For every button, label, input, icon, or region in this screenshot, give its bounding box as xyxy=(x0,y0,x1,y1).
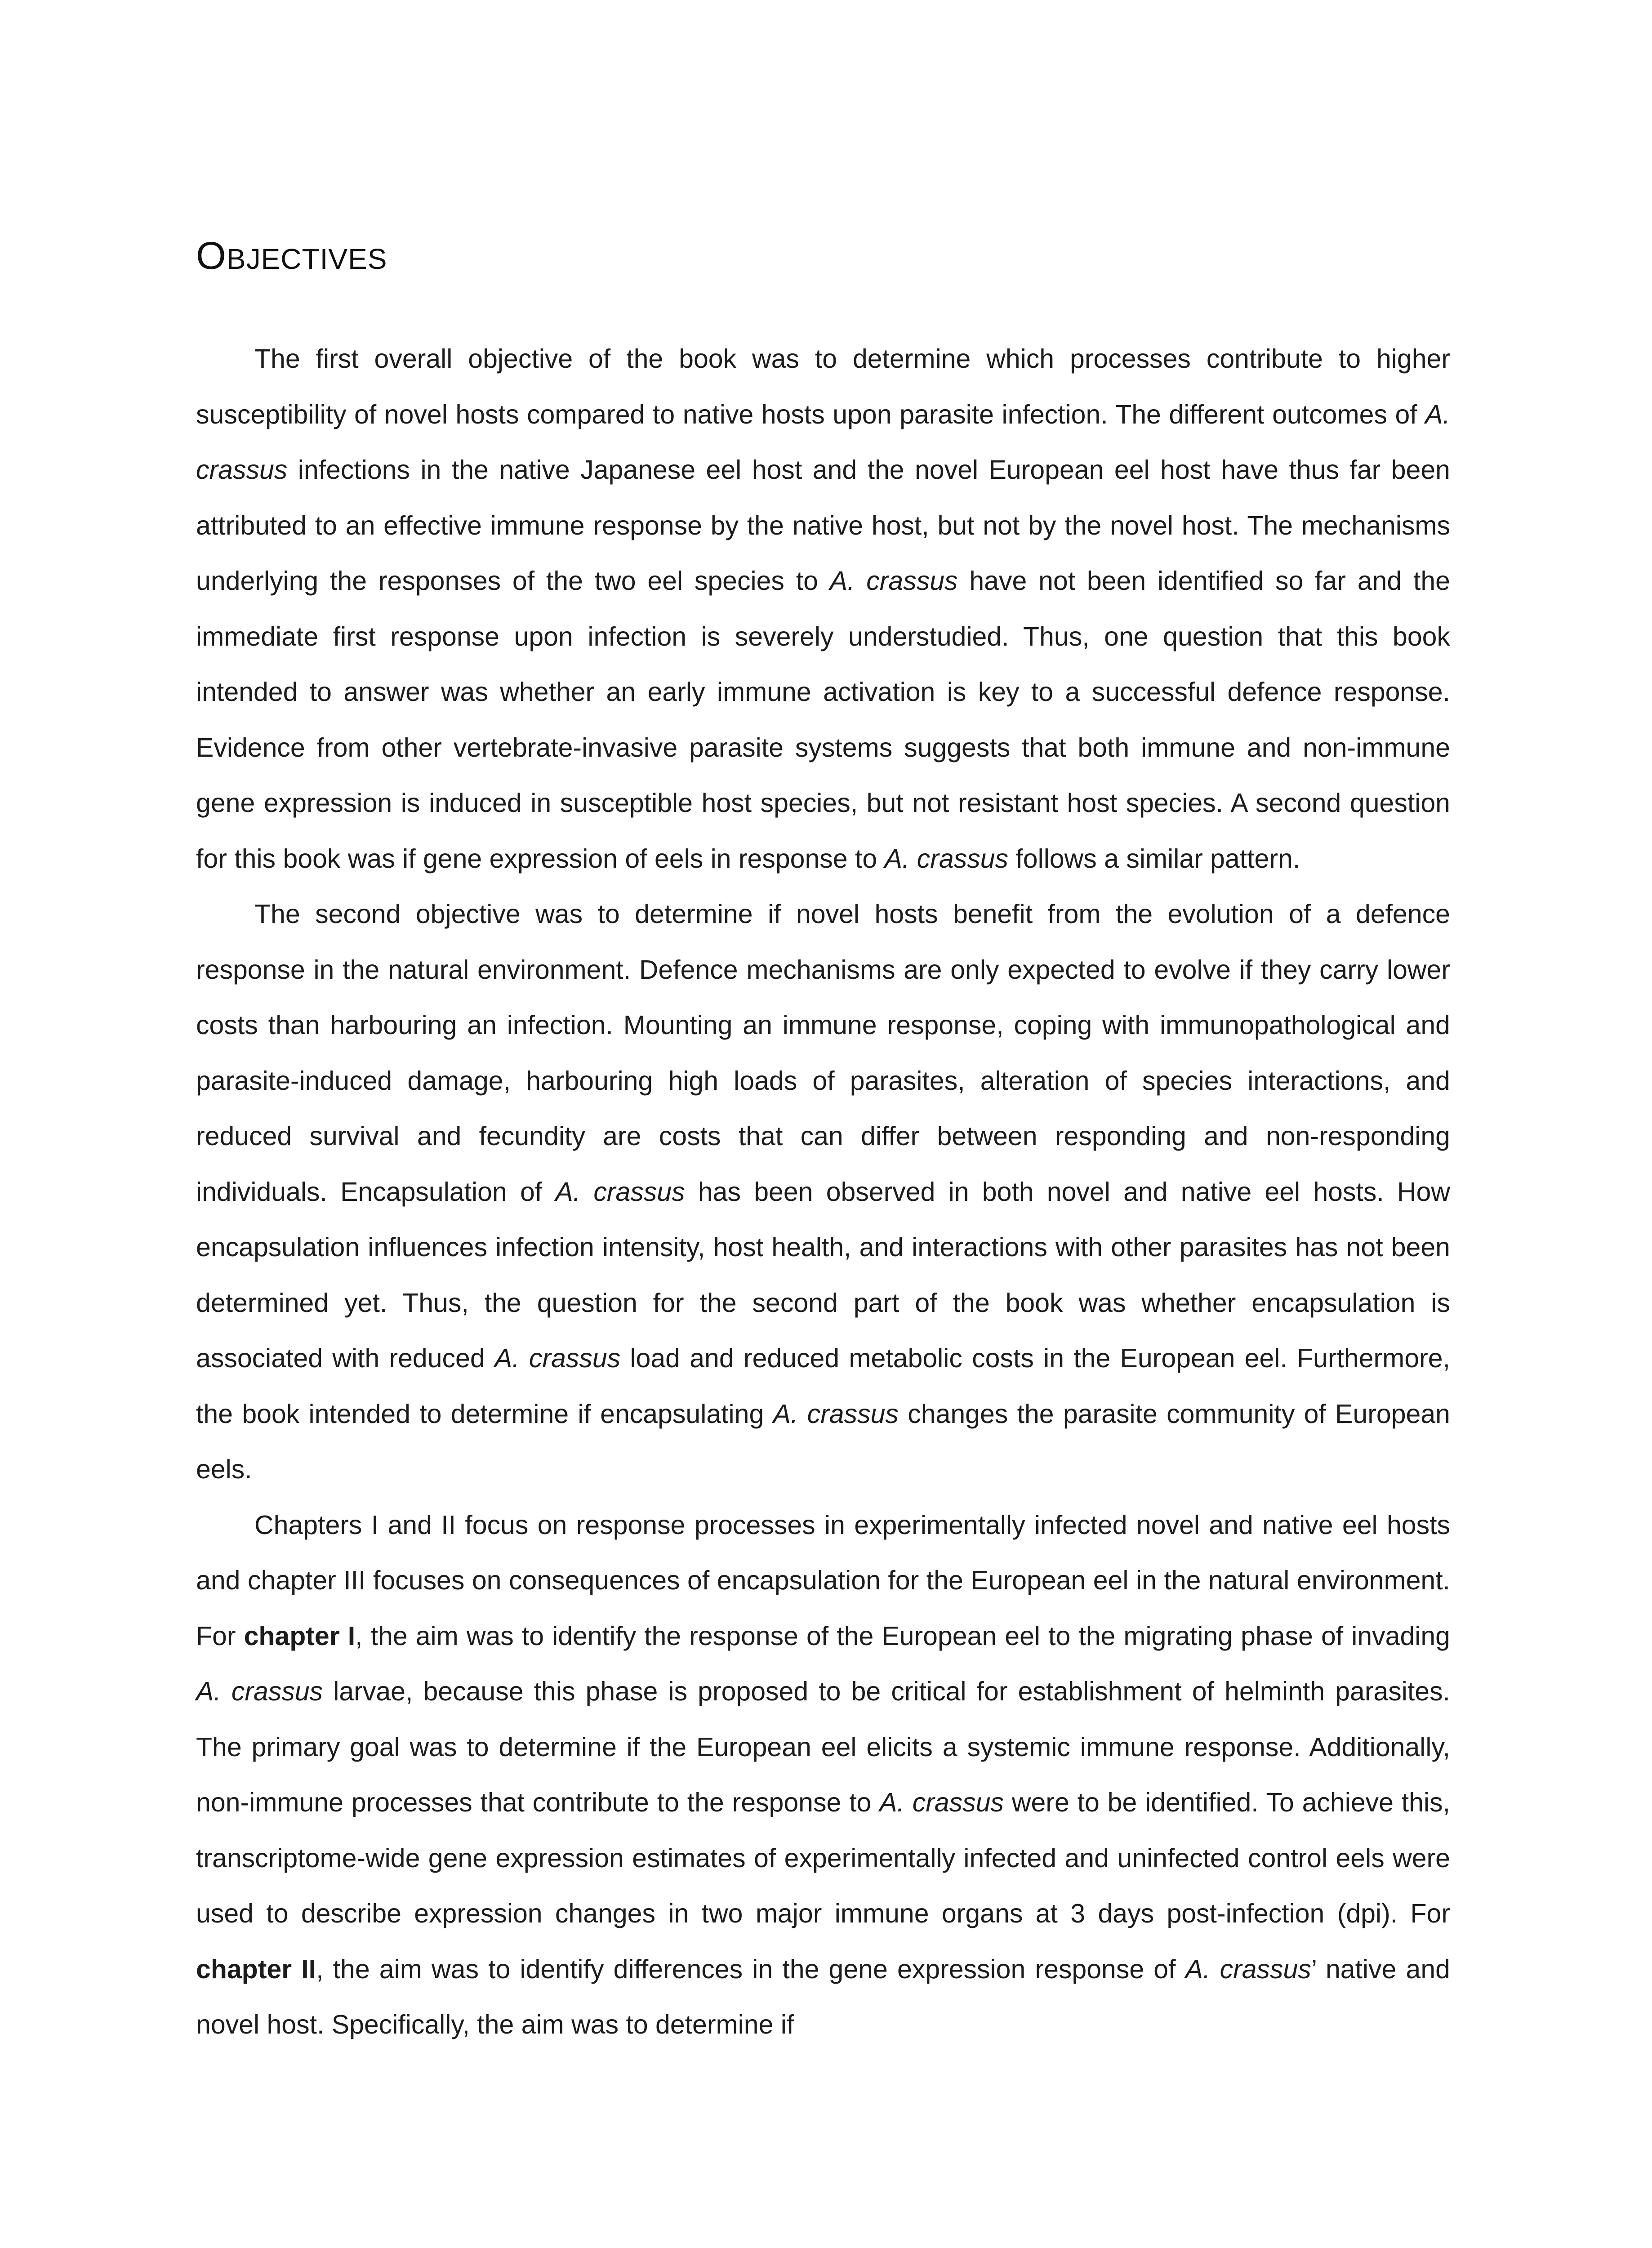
text-run: were to be identified. To achieve this, transcriptome-wide gene expression estimates of experimentally infected and uninfected control eels were used to describe expression changes in two major immune organs at 3 days post-infection (dpi). For xyxy=(196,1788,1450,1928)
text-run: have not been identified so far and the immediate first response upon infection is severely understudied. Thus, one question that this book intended to answer was whether an early immune activation is key to a successful defence response. Evidence from other vertebrate-invasive parasite systems suggests that both immune and non-immune gene expression is induced in susceptible host species, but not resistant host species. A second question for this book was if gene expression of eels in response to xyxy=(196,566,1450,874)
species-name: A. crassus xyxy=(1185,1954,1311,1984)
body-text xyxy=(196,331,1450,2053)
text-run: The second objective was to determine if novel hosts benefit from the evolution of a defence response in the natural environment. Defence mechanisms are only expected to evolve if they carry lower costs than harbouring an infection. Mounting an immune response, coping with immunopathological and parasite-induced damage, harbouring high loads of parasites, alteration of species interactions, and reduced survival and fecundity are costs that can differ between responding and non-responding individuals. Encapsulation of xyxy=(196,899,1450,1207)
text-run: follows a similar pattern. xyxy=(1008,843,1300,874)
text-run: The first overall objective of the book was to determine which processes contribute to higher susceptibility of novel hosts compared to native hosts upon parasite infection. The different outcomes of xyxy=(196,344,1450,429)
text-run: ’ native and novel host. Specifically, the aim was to determine if xyxy=(196,1954,1450,2039)
paragraph xyxy=(196,887,1450,1498)
paragraph xyxy=(196,1498,1450,2053)
paragraph xyxy=(196,331,1450,887)
heading-rest: BJECTIVES xyxy=(226,243,387,275)
species-name: A. crassus xyxy=(196,399,1450,485)
text-run: load and reduced metabolic costs in the European eel. Furthermore, the book intended to determine if encapsulating xyxy=(196,1343,1450,1429)
page-content xyxy=(196,234,1450,2053)
text-run: Chapters I and II focus on response processes in experimentally infected novel and native eel hosts and chapter III focuses on consequences of encapsulation for the European eel in the natural environment. For xyxy=(196,1510,1450,1651)
chapter-ref: chapter I xyxy=(244,1621,356,1651)
section-heading xyxy=(196,234,1450,278)
species-name: A. crassus xyxy=(884,843,1009,874)
species-name: A. crassus xyxy=(196,1677,323,1706)
text-run: , the aim was to identify differences in the gene expression response of xyxy=(316,1954,1185,1984)
text-run: has been observed in both novel and native eel hosts. How encapsulation influences infection intensity, host health, and interactions with other parasites has not been determined yet. Thus, the question for the second part of the book was whether encapsulation is associated with reduced xyxy=(196,1177,1450,1373)
text-run: changes the parasite community of European eels. xyxy=(196,1399,1450,1484)
heading-initial: O xyxy=(196,234,227,277)
text-run: infections in the native Japanese eel host and the novel European eel host have thus far been attributed to an effective immune response by the native host, but not by the novel host. The mechanisms underlying the responses of the two eel species to xyxy=(196,455,1450,596)
species-name: A. crassus xyxy=(555,1177,685,1207)
species-name: A. crassus xyxy=(829,566,958,596)
species-name: A. crassus xyxy=(773,1399,899,1429)
chapter-ref: chapter II xyxy=(196,1954,316,1984)
text-run: , the aim was to identify the response of the European eel to the migrating phase of invading xyxy=(355,1621,1450,1651)
species-name: A. crassus xyxy=(494,1343,621,1373)
species-name: A. crassus xyxy=(879,1788,1004,1817)
text-run: larvae, because this phase is proposed to be critical for establishment of helminth parasites. The primary goal was to determine if the European eel elicits a systemic immune response. Additionally, non-immune processes that contribute to the response to xyxy=(196,1677,1450,1817)
